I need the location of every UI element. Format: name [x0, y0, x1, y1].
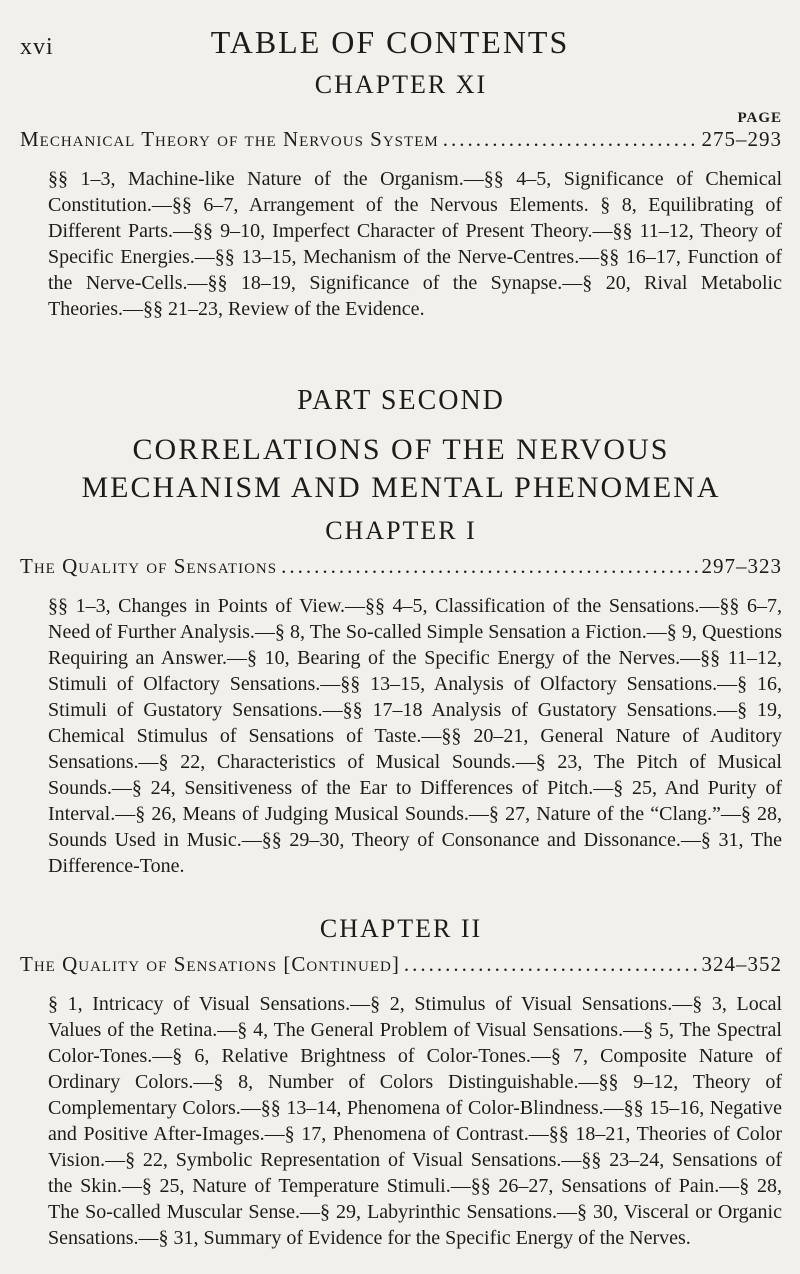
chapter-ii-summary: § 1, Intricacy of Visual Sensations.—§ 2, Stimulus of Visual Sensations.—§ 3, Local Values of the Retina.—§ 4, The General Problem of Visual Sensations.—§ 5, The Spectral Color-Tones.—§ 6, Relative Brightness of Color-Tones.—§ 7, Composite Nature of Ordinary Colors.—§ 8, Number of Colors Distinguishable.—§§ 9–12, Theory of Complementary Colors.—§§ 13–14, Phenomena of Color-Blindness.—§§ 15–16, Negative and Positive After-Images.—§ 17, Phenomena of Contrast.—§§ 18–21, Theories of Color Vision.—§ 22, Symbolic Representation of Visual Sensations.—§§ 23–24, Sensations of the Skin.—§ 25, Nature of Temperature Stimuli.—§§ 26–27, Sensations of Pain.—§ 28, The So-called Muscular Sense.—§ 29, Labyrinthic Sensations.—§ 30, Visceral or Organic Sensations.—§ 31, Summary of Evidence for the Specific Energy of the Nerves. [48, 993, 782, 1249]
chapter-xi-entry[interactable] [20, 127, 782, 152]
chapter-xi-summary: §§ 1–3, Machine-like Nature of the Organism.—§§ 4–5, Significance of Chemical Constitution.—§§ 6–7, Arrangement of the Nervous Elements. § 8, Equilibrating of Different Parts.—§§ 9–10, Imperfect Character of Present Theory.—§§ 11–12, Theory of Specific Energies.—§§ 13–15, Mechanism of the Nerve-Centres.—§§ 16–17, Function of the Nerve-Cells.—§§ 18–19, Significance of the Synapse.—§ 20, Rival Metabolic Theories.—§§ 21–23, Review of the Evidence. [48, 168, 782, 320]
chapter-xi-heading: CHAPTER XI [314, 70, 488, 99]
part-second-heading: PART SECOND [297, 385, 505, 416]
chapter-xi-title: Mechanical Theory of the Nervous System [20, 127, 439, 151]
running-head [0, 22, 800, 62]
chapter-i-summary: §§ 1–3, Changes in Points of View.—§§ 4–5, Classification of the Sensations.—§§ 6–7, Need of Further Analysis.—§ 8, The So-called Simple Sensation a Fiction.—§ 9, Questions Requiring an Answer.—§ 10, Bearing of the Specific Energy of the Nerves.—§§ 11–12, Stimuli of Olfactory Sensations.—§§ 13–15, Analysis of Olfactory Sensations.—§ 16, Stimuli of Gustatory Sensations.—§§ 17–18 Analysis of Gustatory Sensations.—§ 19, Chemical Stimulus of Sensations of Taste.—§§ 20–21, General Nature of Auditory Sensations.—§ 22, Characteristics of Musical Sounds.—§ 23, The Pitch of Musical Sounds.—§ 24, Sensitiveness of the Ear to Differences of Pitch.—§ 25, And Purity of Interval.—§ 26, Means of Judging Musical Sounds.—§ 27, Nature of the “Clang.”—§ 28, Sounds Used in Music.—§§ 29–30, Theory of Consonance and Dissonance.—§ 31, The Difference-Tone. [48, 595, 782, 877]
chapter-ii-entry[interactable] [20, 952, 782, 977]
chapter-ii-section [20, 914, 782, 1251]
chapter-ii-heading: CHAPTER II [319, 914, 483, 943]
part-second-section [20, 385, 782, 507]
page-column-label: PAGE [737, 110, 782, 126]
dot-leader [281, 554, 697, 579]
chapter-i-title: The Quality of Sensations [20, 554, 278, 578]
chapter-xi-pages: 275–293 [701, 127, 782, 151]
chapter-ii-pages: 324–352 [701, 952, 782, 976]
chapter-xi-section [20, 70, 782, 322]
chapter-i-heading: CHAPTER I [325, 516, 477, 545]
chapter-ii-title: The Quality of Sensations [Continued] [20, 952, 400, 976]
dot-leader [404, 952, 698, 977]
part-second-subtitle: CORRELATIONS OF THE NERVOUS MECHANISM AND MENTAL PHENOMENA [81, 433, 721, 504]
page-folio: xvi [20, 34, 54, 60]
chapter-i-pages: 297–323 [701, 554, 782, 578]
dot-leader [443, 127, 698, 152]
running-head-title: TABLE OF CONTENTS [210, 24, 570, 60]
chapter-i-entry[interactable] [20, 554, 782, 579]
chapter-i-section [20, 516, 782, 879]
